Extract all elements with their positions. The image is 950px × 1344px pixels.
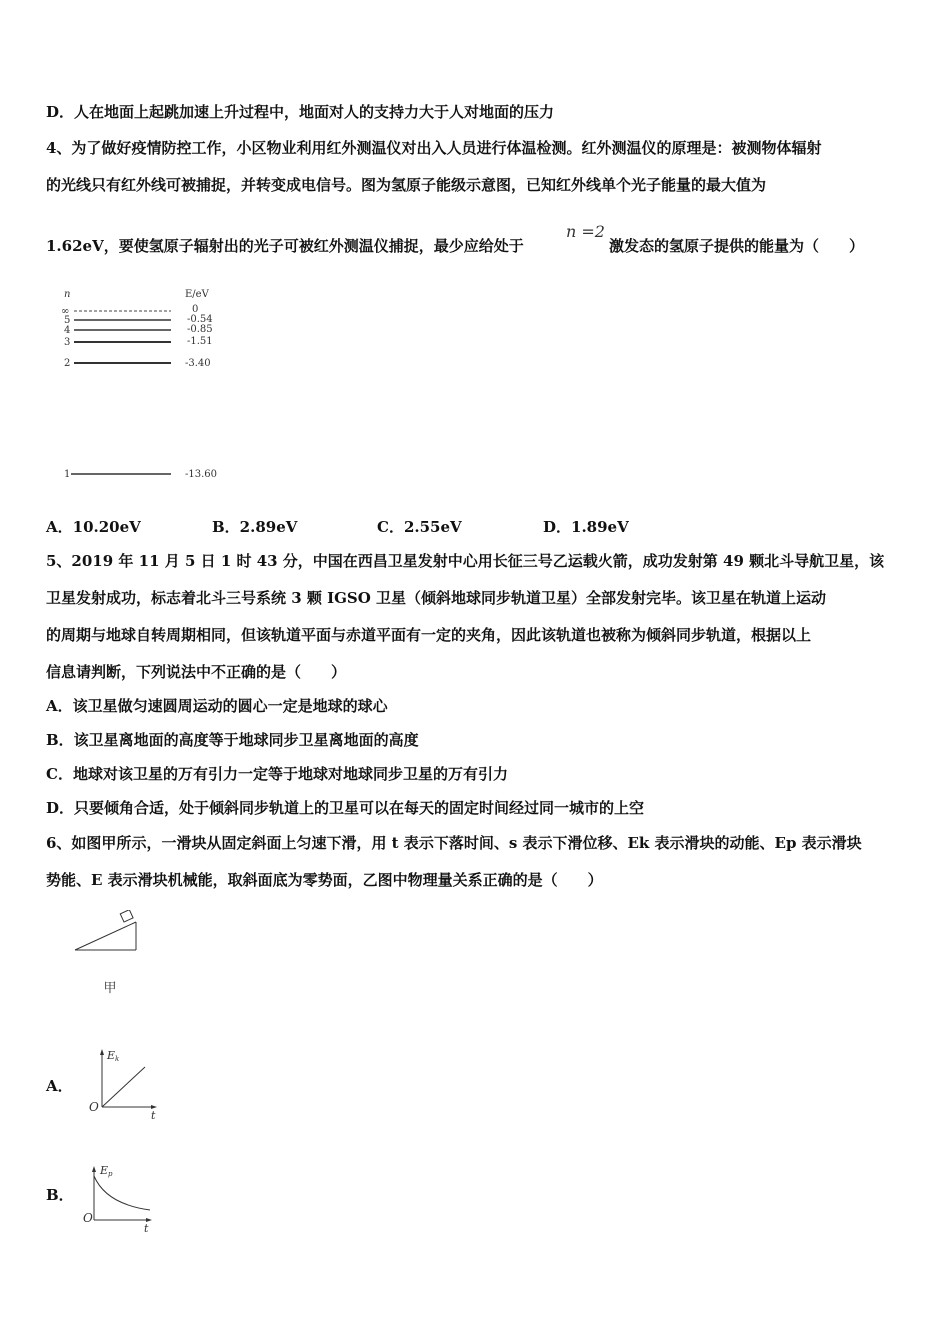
figure-jia-caption: 甲: [103, 981, 117, 996]
q6-option-b-label: B．: [46, 1186, 74, 1204]
graph-b-ep-curve: [94, 1176, 150, 1210]
graph-a-y-label: Ek: [107, 1049, 120, 1063]
q5-option-c: C．地球对该卫星的万有引力一定等于地球对地球同步卫星的万有引力: [46, 765, 508, 783]
q4-text-line3a: 1.62eV，要使氢原子辐射出的光子可被红外测温仪捕捉，最少应给处于: [46, 237, 524, 255]
q5-option-b: B．该卫星离地面的高度等于地球同步卫星离地面的高度: [46, 731, 419, 749]
q5-text-line2: 卫星发射成功，标志着北斗三号系统 3 颗 IGSO 卫星（倾斜地球同步轨道卫星）全部发射完毕。该卫星在轨道上运动: [46, 589, 827, 607]
energy-axis-label: E/eV: [185, 289, 209, 300]
q4-option-d: D．1.89eV: [543, 518, 629, 536]
q6-option-a-label: A．: [46, 1077, 73, 1095]
level-2-n: 2: [64, 358, 71, 369]
level-inf-e: 0: [192, 304, 199, 315]
level-4-e: -0.85: [187, 324, 213, 335]
q4-option-b: B．2.89eV: [212, 518, 298, 536]
q4-text-line1: 4、为了做好疫情防控工作，小区物业利用红外测温仪对出入人员进行体温检测。红外测温仪的原理是：被测物体辐射: [46, 139, 822, 157]
level-5-n: 5: [64, 315, 71, 326]
incline-slope: [75, 922, 136, 950]
q4-option-c: C．2.55eV: [377, 518, 462, 536]
q5-text-line3: 的周期与地球自转周期相同，但该轨道平面与赤道平面有一定的夹角，因此该轨道也被称为倾斜同步轨道，根据以上: [46, 626, 812, 644]
slider-block: [120, 910, 133, 922]
graph-a-ek-vs-t: [85, 1045, 165, 1125]
incline-figure: [70, 910, 150, 1000]
q4-options-row: [46, 516, 746, 536]
graph-a-origin: O: [89, 1100, 99, 1114]
graph-b-x-label: t: [144, 1222, 149, 1235]
level-3-e: -1.51: [187, 336, 213, 347]
graph-b-y-arrow: [92, 1166, 96, 1172]
graph-b-ep-vs-t: [80, 1160, 165, 1240]
graph-a-x-label: t: [151, 1109, 156, 1122]
q5-option-a: A．该卫星做匀速圆周运动的圆心一定是地球的球心: [46, 697, 388, 715]
energy-level-diagram: [55, 282, 255, 487]
q4-text-line3b: 激发态的氢原子提供的能量为（ ）: [609, 237, 865, 255]
q4-option-a: A．10.20eV: [46, 518, 141, 536]
level-3-n: 3: [64, 337, 71, 348]
graph-b-origin: O: [83, 1211, 93, 1225]
q5-option-d: D．只要倾角合适，处于倾斜同步轨道上的卫星可以在每天的固定时间经过同一城市的上空: [46, 799, 645, 817]
graph-a-ek-line: [102, 1067, 145, 1107]
level-2-e: -3.40: [185, 358, 211, 369]
q5-text-line4: 信息请判断，下列说法中不正确的是（ ）: [46, 663, 347, 681]
q5-text-line1: 5、2019 年 11 月 5 日 1 时 43 分，中国在西昌卫星发射中心用长征三号乙运载火箭，成功发射第 49 颗北斗导航卫星，该: [46, 552, 885, 570]
level-1-e: -13.60: [185, 469, 218, 480]
graph-a-y-arrow: [100, 1049, 104, 1055]
level-5-e: -0.54: [187, 314, 213, 325]
q3-option-d: D．人在地面上起跳加速上升过程中，地面对人的支持力大于人对地面的压力: [46, 103, 555, 121]
level-1-n: 1: [64, 469, 71, 480]
graph-b-y-label: Ep: [100, 1164, 113, 1178]
n-equals-2-math: n =2: [566, 222, 605, 241]
level-4-n: 4: [64, 325, 71, 336]
q6-text-line2: 势能、E 表示滑块机械能，取斜面底为零势面，乙图中物理量关系正确的是（ ）: [46, 871, 603, 889]
level-inf-n: ∞: [61, 306, 70, 317]
n-axis-label: n: [64, 289, 71, 300]
q4-text-line2: 的光线只有红外线可被捕捉，并转变成电信号。图为氢原子能级示意图，已知红外线单个光子能量的最大值为: [46, 176, 767, 194]
q6-text-line1: 6、如图甲所示，一滑块从固定斜面上匀速下滑，用 t 表示下落时间、s 表示下滑位移、Ek 表示滑块的动能、Ep 表示滑块: [46, 834, 862, 852]
